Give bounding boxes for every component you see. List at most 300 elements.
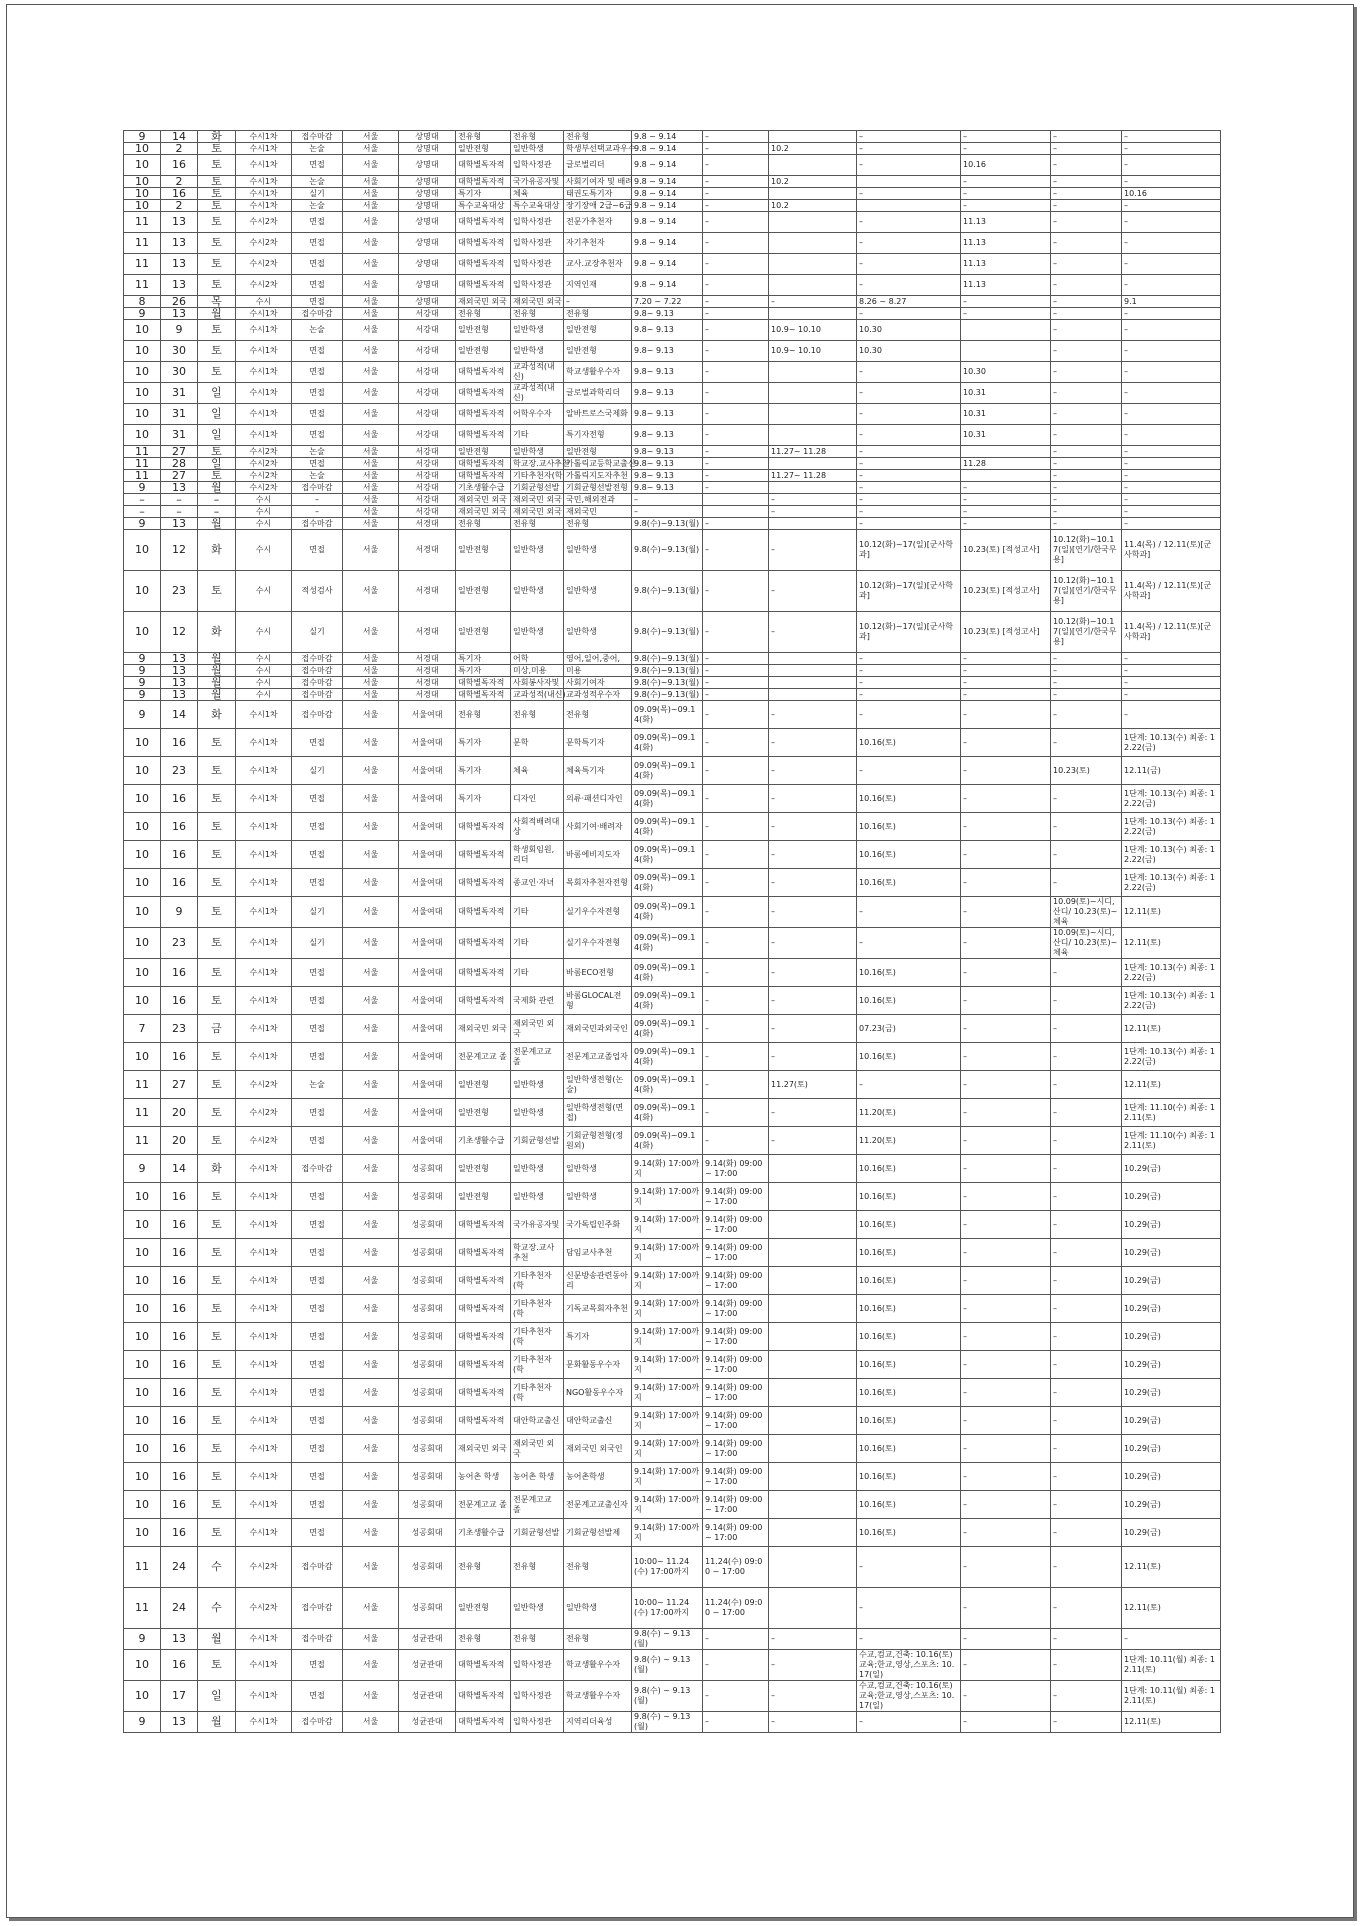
table-cell: 수시1차 bbox=[236, 1407, 292, 1435]
table-cell: 전유형 bbox=[511, 1629, 564, 1650]
table-cell bbox=[769, 404, 857, 425]
table-cell: 1단계: 10.13(수) 최종: 12.22(금) bbox=[1122, 987, 1221, 1015]
table-cell: 면접 bbox=[292, 1015, 343, 1043]
table-cell: 전문가추천자 bbox=[564, 212, 632, 233]
table-cell: – bbox=[769, 1099, 857, 1127]
table-cell: – bbox=[703, 362, 769, 383]
table-cell bbox=[769, 1211, 857, 1239]
table-row bbox=[124, 212, 1221, 233]
table-cell: 10 bbox=[124, 729, 161, 757]
table-cell: 24 bbox=[161, 1547, 198, 1588]
table-cell: 10.2 bbox=[769, 143, 857, 155]
table-cell bbox=[769, 1491, 857, 1519]
table-cell: 09.09(목)~09.14(화) bbox=[632, 785, 703, 813]
table-cell: 16 bbox=[161, 1519, 198, 1547]
table-cell: 서울 bbox=[343, 689, 399, 701]
table-cell: 기초생활수급 bbox=[456, 1127, 511, 1155]
table-cell: – bbox=[857, 425, 961, 446]
table-cell bbox=[769, 212, 857, 233]
table-cell: 서울 bbox=[343, 757, 399, 785]
table-cell: 특기자 bbox=[456, 653, 511, 665]
table-cell: 토 bbox=[198, 143, 236, 155]
table-cell: – bbox=[703, 155, 769, 176]
table-cell: – bbox=[1051, 131, 1122, 143]
table-cell: 서울 bbox=[343, 506, 399, 518]
table-row bbox=[124, 404, 1221, 425]
table-cell: 10.23(토) bbox=[1051, 757, 1122, 785]
table-cell: 수시 bbox=[236, 677, 292, 689]
table-cell: 일반학생 bbox=[511, 612, 564, 653]
table-cell: 서울 bbox=[343, 897, 399, 928]
table-row bbox=[124, 233, 1221, 254]
table-cell: – bbox=[961, 689, 1051, 701]
table-cell: – bbox=[1051, 1267, 1122, 1295]
table-cell: 11 bbox=[124, 1588, 161, 1629]
table-cell: – bbox=[1051, 404, 1122, 425]
table-cell: 10.23(토) [적성고사] bbox=[961, 530, 1051, 571]
table-cell: 23 bbox=[161, 571, 198, 612]
table-cell: 토 bbox=[198, 1239, 236, 1267]
table-cell: 서울여대 bbox=[399, 1015, 456, 1043]
table-cell: 면접 bbox=[292, 275, 343, 296]
table-cell: 성공회대 bbox=[399, 1239, 456, 1267]
table-cell: – bbox=[632, 494, 703, 506]
table-cell: 면접 bbox=[292, 1491, 343, 1519]
table-cell: 9.14(화) 17:00까지 bbox=[632, 1407, 703, 1435]
table-cell: 9.8~ 9.13 bbox=[632, 383, 703, 404]
table-cell: – bbox=[1122, 233, 1221, 254]
table-cell: – bbox=[1051, 1379, 1122, 1407]
table-cell: – bbox=[769, 959, 857, 987]
table-cell: 수시1차 bbox=[236, 1681, 292, 1712]
table-cell: 면접 bbox=[292, 383, 343, 404]
table-cell: 07.23(금) bbox=[857, 1015, 961, 1043]
table-cell: 서강대 bbox=[399, 320, 456, 341]
table-cell: – bbox=[961, 757, 1051, 785]
table-row bbox=[124, 296, 1221, 308]
table-cell: 대학별독자적 bbox=[456, 233, 511, 254]
table-cell: – bbox=[961, 1015, 1051, 1043]
table-cell: 서울여대 bbox=[399, 1127, 456, 1155]
table-cell: 서울 bbox=[343, 296, 399, 308]
table-cell: 상명대 bbox=[399, 233, 456, 254]
table-cell: 성균관대 bbox=[399, 1681, 456, 1712]
table-cell: – bbox=[1051, 1071, 1122, 1099]
table-cell: 토 bbox=[198, 1211, 236, 1239]
table-cell: – bbox=[1122, 404, 1221, 425]
table-cell: 23 bbox=[161, 1015, 198, 1043]
table-cell: – bbox=[1051, 959, 1122, 987]
table-cell: 서경대 bbox=[399, 653, 456, 665]
table-cell: – bbox=[769, 729, 857, 757]
table-cell: 토 bbox=[198, 897, 236, 928]
table-cell: 9.8 ~ 9.14 bbox=[632, 275, 703, 296]
table-row bbox=[124, 1127, 1221, 1155]
table-cell: 면접 bbox=[292, 729, 343, 757]
table-cell: 서울여대 bbox=[399, 928, 456, 959]
table-cell: – bbox=[1051, 1099, 1122, 1127]
table-cell: 수시1차 bbox=[236, 308, 292, 320]
table-cell: 31 bbox=[161, 404, 198, 425]
table-cell: – bbox=[857, 897, 961, 928]
table-cell: 접수마감 bbox=[292, 1588, 343, 1629]
table-cell: 접수마감 bbox=[292, 1547, 343, 1588]
table-row bbox=[124, 176, 1221, 188]
table-cell: 10.16(토) bbox=[857, 1211, 961, 1239]
table-cell: 9.8 ~ 9.14 bbox=[632, 212, 703, 233]
table-cell: 재외국민 bbox=[564, 506, 632, 518]
table-cell: 9.8(수) ~ 9.13(월) bbox=[632, 1629, 703, 1650]
table-cell: 어학우수자 bbox=[511, 404, 564, 425]
table-cell: 전유형 bbox=[456, 1629, 511, 1650]
table-cell: 13 bbox=[161, 689, 198, 701]
table-cell: 기타추천자(학 bbox=[511, 1267, 564, 1295]
table-cell: 서울 bbox=[343, 143, 399, 155]
table-cell bbox=[769, 1183, 857, 1211]
table-cell: 서강대 bbox=[399, 362, 456, 383]
table-cell: 10 bbox=[124, 1295, 161, 1323]
table-row bbox=[124, 1015, 1221, 1043]
table-cell: 특기자전형 bbox=[564, 425, 632, 446]
table-cell: 10.16(토) bbox=[857, 1491, 961, 1519]
table-cell bbox=[769, 1379, 857, 1407]
table-cell: 서경대 bbox=[399, 612, 456, 653]
table-cell: 10.12(화)~10.17(일)[연기/한국무용] bbox=[1051, 571, 1122, 612]
table-cell: – bbox=[703, 1629, 769, 1650]
table-cell: – bbox=[703, 341, 769, 362]
table-cell: 12.11(토) bbox=[1122, 1712, 1221, 1733]
table-cell: 16 bbox=[161, 1435, 198, 1463]
table-cell: 토 bbox=[198, 959, 236, 987]
table-cell: 10.12(화)~17(일)[군사학과] bbox=[857, 612, 961, 653]
table-row bbox=[124, 1681, 1221, 1712]
table-cell: 상명대 bbox=[399, 296, 456, 308]
table-row bbox=[124, 1155, 1221, 1183]
table-cell: 20 bbox=[161, 1127, 198, 1155]
table-row bbox=[124, 131, 1221, 143]
table-cell: – bbox=[1051, 233, 1122, 254]
table-cell: 대학별독자적 bbox=[456, 1407, 511, 1435]
table-cell: 서울 bbox=[343, 1351, 399, 1379]
table-cell: 11.13 bbox=[961, 212, 1051, 233]
table-cell: 대학별독자적 bbox=[456, 897, 511, 928]
table-cell: 바롬에비지도자 bbox=[564, 841, 632, 869]
table-cell: 기타추천자(학 bbox=[511, 1323, 564, 1351]
table-cell: 9.8(수)~9.13(월) bbox=[632, 518, 703, 530]
table-cell: 서울 bbox=[343, 813, 399, 841]
table-cell: 1단계: 10.13(수) 최종: 12.22(금) bbox=[1122, 729, 1221, 757]
table-cell: 11.13 bbox=[961, 254, 1051, 275]
table-cell: 서경대 bbox=[399, 530, 456, 571]
table-cell: 면접 bbox=[292, 212, 343, 233]
table-cell: 상명대 bbox=[399, 131, 456, 143]
table-cell: – bbox=[1051, 188, 1122, 200]
table-cell: 9.14(화) 17:00까지 bbox=[632, 1323, 703, 1351]
table-cell: – bbox=[703, 813, 769, 841]
table-cell: 수시1차 bbox=[236, 1351, 292, 1379]
table-cell: 수시1차 bbox=[236, 176, 292, 188]
table-cell: 논술 bbox=[292, 470, 343, 482]
table-row bbox=[124, 1183, 1221, 1211]
table-cell: 11.28 bbox=[961, 458, 1051, 470]
table-cell: 10 bbox=[124, 188, 161, 200]
table-cell: 수시1차 bbox=[236, 1295, 292, 1323]
table-cell: 9 bbox=[124, 131, 161, 143]
table-cell: 일반학생 bbox=[564, 1183, 632, 1211]
table-cell: – bbox=[1051, 1650, 1122, 1681]
table-cell: – bbox=[961, 1407, 1051, 1435]
table-cell: – bbox=[857, 653, 961, 665]
table-cell: – bbox=[961, 813, 1051, 841]
table-cell: – bbox=[769, 1650, 857, 1681]
table-cell: – bbox=[703, 869, 769, 897]
table-cell: – bbox=[857, 233, 961, 254]
table-cell: 10 bbox=[124, 1267, 161, 1295]
table-cell: 10.30 bbox=[857, 341, 961, 362]
table-cell: 일 bbox=[198, 458, 236, 470]
table-cell: 면접 bbox=[292, 1211, 343, 1239]
table-cell: 9.8(수)~9.13(월) bbox=[632, 530, 703, 571]
table-cell: 일반학생 bbox=[511, 571, 564, 612]
table-cell: 10.29(금) bbox=[1122, 1295, 1221, 1323]
table-cell: 1단계: 10.13(수) 최종: 12.22(금) bbox=[1122, 785, 1221, 813]
table-row bbox=[124, 425, 1221, 446]
table-cell: 기회균형전형(정원외) bbox=[564, 1127, 632, 1155]
table-cell: 9.14(화) 17:00까지 bbox=[632, 1519, 703, 1547]
table-cell: 서울 bbox=[343, 1295, 399, 1323]
table-cell: 수시1차 bbox=[236, 1323, 292, 1351]
table-cell: 일반전형 bbox=[564, 446, 632, 458]
table-cell: 국가유공자및 bbox=[511, 1211, 564, 1239]
table-cell: – bbox=[564, 296, 632, 308]
table-cell: 11.4(목) / 12.11(토)[군사학과] bbox=[1122, 530, 1221, 571]
table-cell: 서울 bbox=[343, 1629, 399, 1650]
table-cell: 16 bbox=[161, 1463, 198, 1491]
table-row bbox=[124, 869, 1221, 897]
table-cell: – bbox=[961, 677, 1051, 689]
table-cell: – bbox=[1122, 1629, 1221, 1650]
table-cell: 10 bbox=[124, 987, 161, 1015]
table-cell: 토 bbox=[198, 362, 236, 383]
table-cell: 입학사정관 bbox=[511, 155, 564, 176]
table-cell: 재외국민 외국인 bbox=[564, 1435, 632, 1463]
table-cell: – bbox=[1051, 275, 1122, 296]
table-cell: 9.14(화) 17:00까지 bbox=[632, 1491, 703, 1519]
table-cell: 학교장.교사추천 bbox=[511, 1239, 564, 1267]
table-cell: – bbox=[961, 1239, 1051, 1267]
table-row bbox=[124, 470, 1221, 482]
table-cell: 토 bbox=[198, 1491, 236, 1519]
table-cell: – bbox=[857, 1588, 961, 1629]
table-cell: 10.16(토) bbox=[857, 1519, 961, 1547]
table-cell: 9.8~ 9.13 bbox=[632, 404, 703, 425]
table-cell: – bbox=[1051, 212, 1122, 233]
table-cell: 서울 bbox=[343, 176, 399, 188]
table-cell: 10.16(토) bbox=[857, 1043, 961, 1071]
table-cell: 10.09(토)~시디,산디/ 10.23(토)~체육 bbox=[1051, 897, 1122, 928]
table-cell: – bbox=[1051, 1127, 1122, 1155]
table-cell: 수시 bbox=[236, 612, 292, 653]
table-cell: 토 bbox=[198, 813, 236, 841]
table-cell: 10.31 bbox=[961, 404, 1051, 425]
table-cell: – bbox=[703, 987, 769, 1015]
table-cell: 9.14(화) 09:00 ~ 17:00 bbox=[703, 1379, 769, 1407]
table-cell: – bbox=[961, 1183, 1051, 1211]
table-cell: 24 bbox=[161, 1588, 198, 1629]
table-cell: 학교생활우수자 bbox=[564, 1650, 632, 1681]
table-cell: – bbox=[961, 1547, 1051, 1588]
table-cell: 13 bbox=[161, 653, 198, 665]
table-row bbox=[124, 1463, 1221, 1491]
table-cell: 면접 bbox=[292, 959, 343, 987]
table-cell: 접수마감 bbox=[292, 653, 343, 665]
table-cell: 9 bbox=[124, 653, 161, 665]
table-cell: 10.16(토) bbox=[857, 1351, 961, 1379]
table-cell: 서경대 bbox=[399, 518, 456, 530]
table-row bbox=[124, 1519, 1221, 1547]
table-cell: – bbox=[1051, 689, 1122, 701]
table-cell: 월 bbox=[198, 482, 236, 494]
table-cell: 재외국민 외국 bbox=[456, 494, 511, 506]
table-cell: – bbox=[161, 506, 198, 518]
table-cell: 10 bbox=[124, 404, 161, 425]
table-cell: 수시1차 bbox=[236, 1519, 292, 1547]
table-cell: 10.16(토) bbox=[857, 959, 961, 987]
table-cell: 9.14(화) 09:00 ~ 17:00 bbox=[703, 1491, 769, 1519]
table-cell: 9.14(화) 17:00까지 bbox=[632, 1351, 703, 1379]
table-cell: 서울여대 bbox=[399, 757, 456, 785]
table-cell: 12.11(토) bbox=[1122, 1071, 1221, 1099]
table-cell: 대학별독자적 bbox=[456, 155, 511, 176]
table-cell: 9.14(화) 09:00 ~ 17:00 bbox=[703, 1351, 769, 1379]
table-cell: – bbox=[857, 446, 961, 458]
table-cell: 서울 bbox=[343, 1239, 399, 1267]
table-cell: 상명대 bbox=[399, 176, 456, 188]
table-cell: 9.14(화) 09:00 ~ 17:00 bbox=[703, 1155, 769, 1183]
table-cell: 일반전형 bbox=[456, 1588, 511, 1629]
table-cell: 국가독립인주화 bbox=[564, 1211, 632, 1239]
table-cell: 접수마감 bbox=[292, 131, 343, 143]
table-cell: 대학별독자적 bbox=[456, 1295, 511, 1323]
table-cell: – bbox=[961, 1323, 1051, 1351]
table-cell: 수시2차 bbox=[236, 212, 292, 233]
table-cell: – bbox=[703, 701, 769, 729]
table-cell: – bbox=[703, 482, 769, 494]
table-cell: 수시2차 bbox=[236, 275, 292, 296]
table-cell: 10 bbox=[124, 143, 161, 155]
table-cell: – bbox=[1122, 362, 1221, 383]
table-cell: 10 bbox=[124, 1435, 161, 1463]
table-cell: 10 bbox=[124, 869, 161, 897]
table-cell bbox=[769, 1435, 857, 1463]
table-cell: 11 bbox=[124, 212, 161, 233]
table-cell: 9.8~ 9.13 bbox=[632, 425, 703, 446]
table-cell: 9 bbox=[124, 677, 161, 689]
table-cell: 바롬ECO전형 bbox=[564, 959, 632, 987]
table-cell: 학생부선택교과우수 bbox=[564, 143, 632, 155]
table-cell: 서울 bbox=[343, 959, 399, 987]
table-cell bbox=[769, 458, 857, 470]
table-cell: 10.29(금) bbox=[1122, 1351, 1221, 1379]
table-cell: 서울 bbox=[343, 212, 399, 233]
table-cell: 접수마감 bbox=[292, 1155, 343, 1183]
table-cell: 14 bbox=[161, 701, 198, 729]
table-cell: – bbox=[703, 404, 769, 425]
table-cell: 대학별독자적 bbox=[456, 1681, 511, 1712]
table-cell: 지역리더육성 bbox=[564, 1712, 632, 1733]
table-cell: 접수마감 bbox=[292, 701, 343, 729]
table-cell: 10.31 bbox=[961, 425, 1051, 446]
table-cell bbox=[769, 254, 857, 275]
table-cell: 1단계: 10.11(월) 최종: 12.11(토) bbox=[1122, 1650, 1221, 1681]
table-cell: 토 bbox=[198, 200, 236, 212]
table-cell: 16 bbox=[161, 1650, 198, 1681]
table-cell: 서강대 bbox=[399, 425, 456, 446]
table-cell: 특기자 bbox=[456, 785, 511, 813]
table-cell: – bbox=[703, 612, 769, 653]
table-cell bbox=[961, 320, 1051, 341]
table-cell: 수시1차 bbox=[236, 785, 292, 813]
table-cell: – bbox=[703, 757, 769, 785]
table-cell bbox=[769, 1407, 857, 1435]
table-cell: – bbox=[769, 841, 857, 869]
table-cell: – bbox=[703, 897, 769, 928]
table-cell: 서울 bbox=[343, 869, 399, 897]
table-cell: 서울 bbox=[343, 341, 399, 362]
table-cell: 일반전형 bbox=[456, 143, 511, 155]
table-cell: NGO활동우수자 bbox=[564, 1379, 632, 1407]
table-row bbox=[124, 482, 1221, 494]
table-cell: 31 bbox=[161, 425, 198, 446]
table-cell: 서강대 bbox=[399, 383, 456, 404]
table-cell: 10.9~ 10.10 bbox=[769, 320, 857, 341]
table-cell: 월 bbox=[198, 1712, 236, 1733]
table-cell bbox=[769, 425, 857, 446]
table-row bbox=[124, 155, 1221, 176]
table-cell: – bbox=[769, 296, 857, 308]
table-cell: 재외국민 외국 bbox=[456, 506, 511, 518]
table-cell: – bbox=[703, 143, 769, 155]
table-cell: 9.8 ~ 9.14 bbox=[632, 254, 703, 275]
table-cell: – bbox=[703, 1712, 769, 1733]
table-cell: 수 bbox=[198, 1588, 236, 1629]
table-cell: 대학별독자적 bbox=[456, 362, 511, 383]
table-cell: – bbox=[769, 530, 857, 571]
table-cell: 11.13 bbox=[961, 275, 1051, 296]
table-cell: 재외국민 외국 bbox=[511, 1015, 564, 1043]
table-cell: 09.09(목)~09.14(화) bbox=[632, 987, 703, 1015]
table-cell: 면접 bbox=[292, 1351, 343, 1379]
table-cell: 16 bbox=[161, 987, 198, 1015]
table-cell: 31 bbox=[161, 383, 198, 404]
table-cell: – bbox=[769, 494, 857, 506]
table-cell: 면접 bbox=[292, 530, 343, 571]
table-cell: 서울 bbox=[343, 446, 399, 458]
table-cell: 월 bbox=[198, 665, 236, 677]
table-cell: 10 bbox=[124, 1519, 161, 1547]
table-cell: 1단계: 11.10(수) 최종: 12.11(토) bbox=[1122, 1099, 1221, 1127]
table-cell: – bbox=[1051, 383, 1122, 404]
table-row bbox=[124, 653, 1221, 665]
table-row bbox=[124, 506, 1221, 518]
table-cell: 서울 bbox=[343, 571, 399, 612]
table-cell: 서울여대 bbox=[399, 1071, 456, 1099]
table-cell: 서울 bbox=[343, 1043, 399, 1071]
table-cell: 토 bbox=[198, 1407, 236, 1435]
table-cell: – bbox=[961, 494, 1051, 506]
table-cell: 13 bbox=[161, 518, 198, 530]
table-cell: – bbox=[703, 308, 769, 320]
